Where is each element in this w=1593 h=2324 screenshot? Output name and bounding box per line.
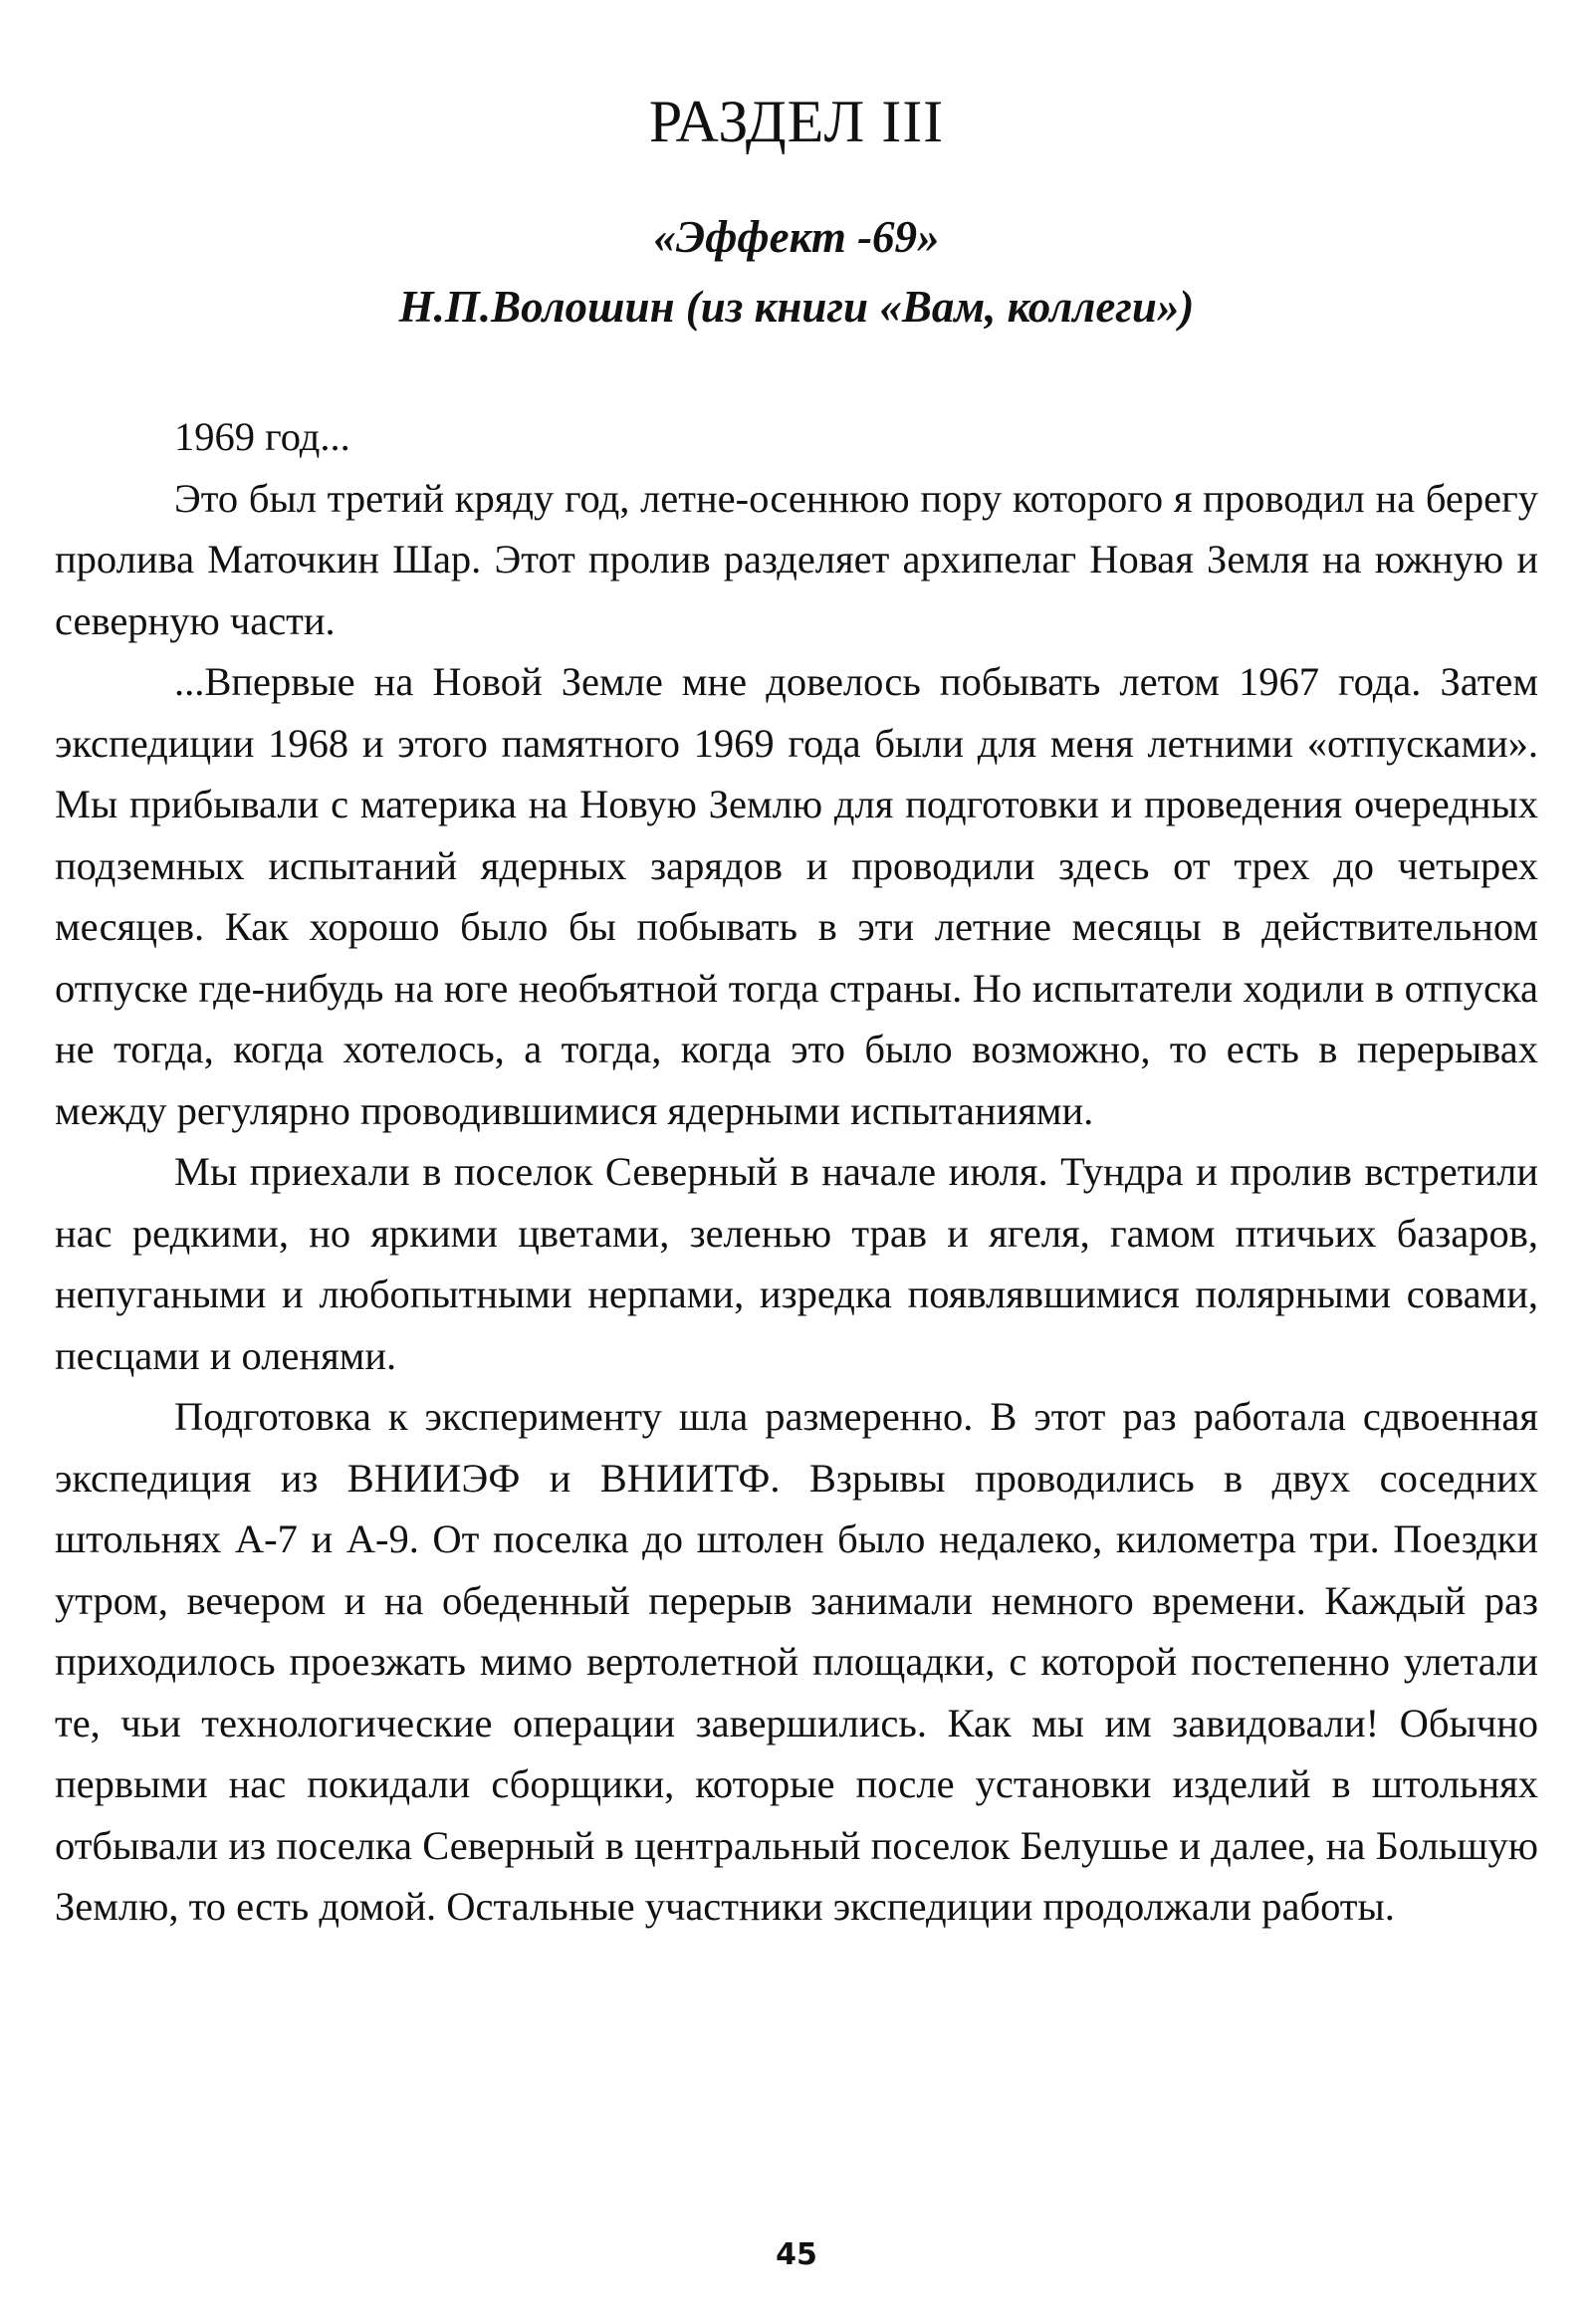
paragraph-1: 1969 год...: [174, 414, 350, 459]
page-number: 45: [776, 2237, 817, 2272]
paragraph-2: Это был третий кряду год, летне-осеннюю пору которого я проводил на берегу пролива Маточкин Шар. Этот пролив разделяет архипелаг Новая Земля на южную и северную части.: [55, 475, 1538, 643]
body-text: [55, 406, 1538, 1938]
book-page: [55, 0, 1538, 2324]
chapter-title: «Эффект -69»: [653, 212, 940, 262]
paragraph-5: Подготовка к эксперименту шла размеренно. В этот раз работала сдвоенная экспедиция из ВНИИЭФ и ВНИИТФ. Взрывы проводились в двух соседних штольнях А-7 и А-9. От поселка до штолен было недалеко, километра три. Поездки утром, вечером и на обеденный перерыв занимали немного времени. Каждый раз приходилось проезжать мимо вертолетной площадки, с которой постепенно улетали те, чьи технологические операции завершились. Как мы им завидовали! Обычно первыми нас покидали сборщики, которые после установки изделий в штольнях отбывали из поселка Северный в центральный поселок Белушье и далее, на Большую Землю, то есть домой. Остальные участники экспедиции продолжали работы.: [55, 1394, 1538, 1929]
section-heading: РАЗДЕЛ III: [648, 89, 945, 154]
paragraph-3: ...Впервые на Новой Земле мне довелось побывать летом 1967 года. Затем экспедиции 1968 и этого памятного 1969 года были для меня летними «отпусками». Мы прибывали с материка на Новую Землю для подготовки и проведения очередных подземных испытаний ядерных зарядов и проводили здесь от трех до четырех месяцев. Как хорошо было бы побывать в эти летние месяцы в действительном отпуске где-нибудь на юге необъятной тогда страны. Но испытатели ходили в отпуска не тогда, когда хотелось, а тогда, когда это было возможно, то есть в перерывах между регулярно проводившимися ядерными испытаниями.: [55, 659, 1538, 1133]
paragraph-4: Мы приехали в поселок Северный в начале июля. Тундра и пролив встретили нас редкими, но яркими цветами, зеленью трав и ягеля, гамом птичьих базаров, непугаными и любопытными нерпами, изредка появлявшимися полярными совами, песцами и оленями.: [55, 1149, 1538, 1378]
chapter-author-source: Н.П.Волошин (из книги «Вам, коллеги»): [398, 282, 1195, 332]
